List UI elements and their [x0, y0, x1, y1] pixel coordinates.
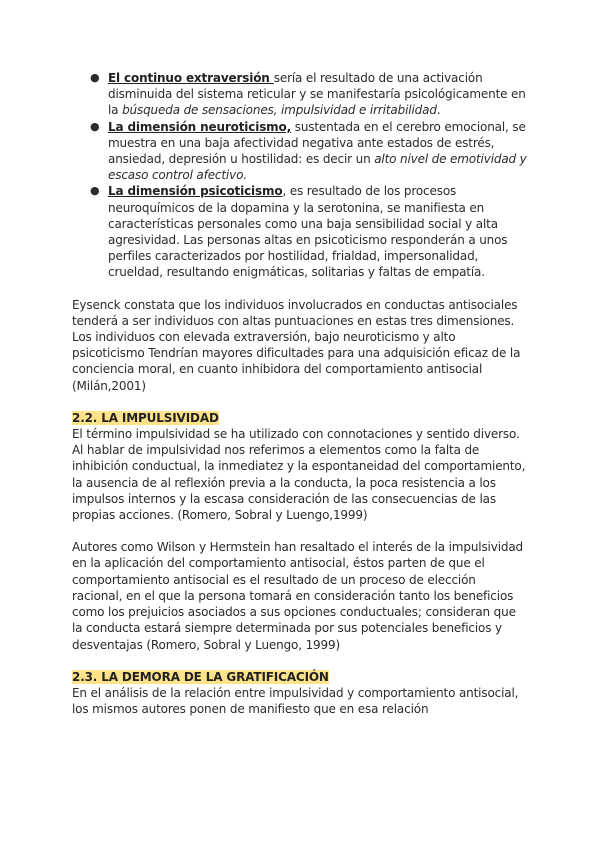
list-item-psychoticism — [90, 183, 528, 280]
term-extraversion: El continuo extraversión — [108, 71, 274, 85]
document-body — [72, 70, 528, 717]
list-item-extraversion — [90, 70, 528, 119]
section-heading-text: 2.3. LA DEMORA DE LA GRATIFICACIÓN — [72, 669, 329, 684]
bullet-icon: ● — [90, 119, 100, 133]
paragraph-demora: En el análisis de la relación entre impulsividad y comportamiento antisocial, los mismos autores ponen de manifiesto que en esa relación — [72, 685, 519, 717]
bullet-icon: ● — [90, 71, 100, 84]
paragraph-eysenck: Eysenck constata que los individuos involucrados en conductas antisociales tenderá a ser individuos con altas puntuaciones en estas tres dimensiones. Los individuos con elevada extraversión, bajo neuroticismo y alto psicoticismo Tendrían mayores dificultades para una adquisición eficaz de la conciencia moral, en cuanto inhibidora del comportamiento antisocial (Milán,2001) — [72, 297, 521, 393]
item-italic-text: alto nivel de emotividad y escaso control afectivo. — [108, 152, 527, 183]
section-heading-demora — [72, 669, 528, 685]
paragraph-wilson-hermstein: Autores como Wilson y Hermstein han resaltado el interés de la impulsividad en la aplicación del comportamiento antisocial, éstos parten de que el comportamiento antisocial es el resultado de un proceso de elección racional, en el que la persona tomará en consideración tanto los beneficios como los prejuicios asociados a sus opciones conductuales; consideran que la conducta estará siempre determinada por sus potenciales beneficios y desventajas (Romero, Sobral y Luengo, 1999) — [72, 540, 524, 652]
item-end: . — [436, 103, 441, 118]
trait-dimension-list — [72, 70, 528, 281]
section-heading-impulsividad — [72, 410, 528, 426]
section-heading-text: 2.2. LA IMPULSIVIDAD — [72, 410, 219, 425]
list-item-neuroticism — [90, 119, 528, 184]
term-psychoticism: La dimensión psicoticismo — [108, 184, 283, 199]
term-neuroticism: La dimensión neuroticismo, — [108, 119, 292, 134]
item-text: sería el resultado de una activación disminuida del sistema reticular y se manifestaría psicológicamente en la — [108, 71, 526, 118]
item-text: sustentada en el cerebro emocional, se muestra en una baja afectividad negativa ante estados de estrés, ansiedad, depresión u hostilidad: es decir un — [108, 119, 526, 167]
item-italic-text: búsqueda de sensaciones, impulsividad e irritabilidad — [122, 103, 437, 118]
paragraph-impulsividad-definition: El término impulsividad se ha utilizado con connotaciones y sentido diverso. Al hablar de impulsividad nos referimos a elementos como la falta de inhibición conductual, la inmediatez y la espontaneidad del comportamiento, la ausencia de al reflexión previa a la conducta, la poca resistencia a los impulsos internos y la escasa consideración de las consecuencias de las propias acciones. (Romero, Sobral y Luengo,1999) — [72, 427, 526, 523]
bullet-icon: ● — [90, 184, 100, 198]
item-text: , es resultado de los procesos neuroquímicos de la dopamina y la serotonina, se manifiesta en características personales como una baja sensibilidad social y alta agresividad. Las personas altas en psicoticismo responderán a unos perfiles caracterizados por hostilidad, frialdad, impersonalidad, crueldad, resultando enigmáticas, solitarias y faltas de empatía. — [108, 184, 508, 280]
